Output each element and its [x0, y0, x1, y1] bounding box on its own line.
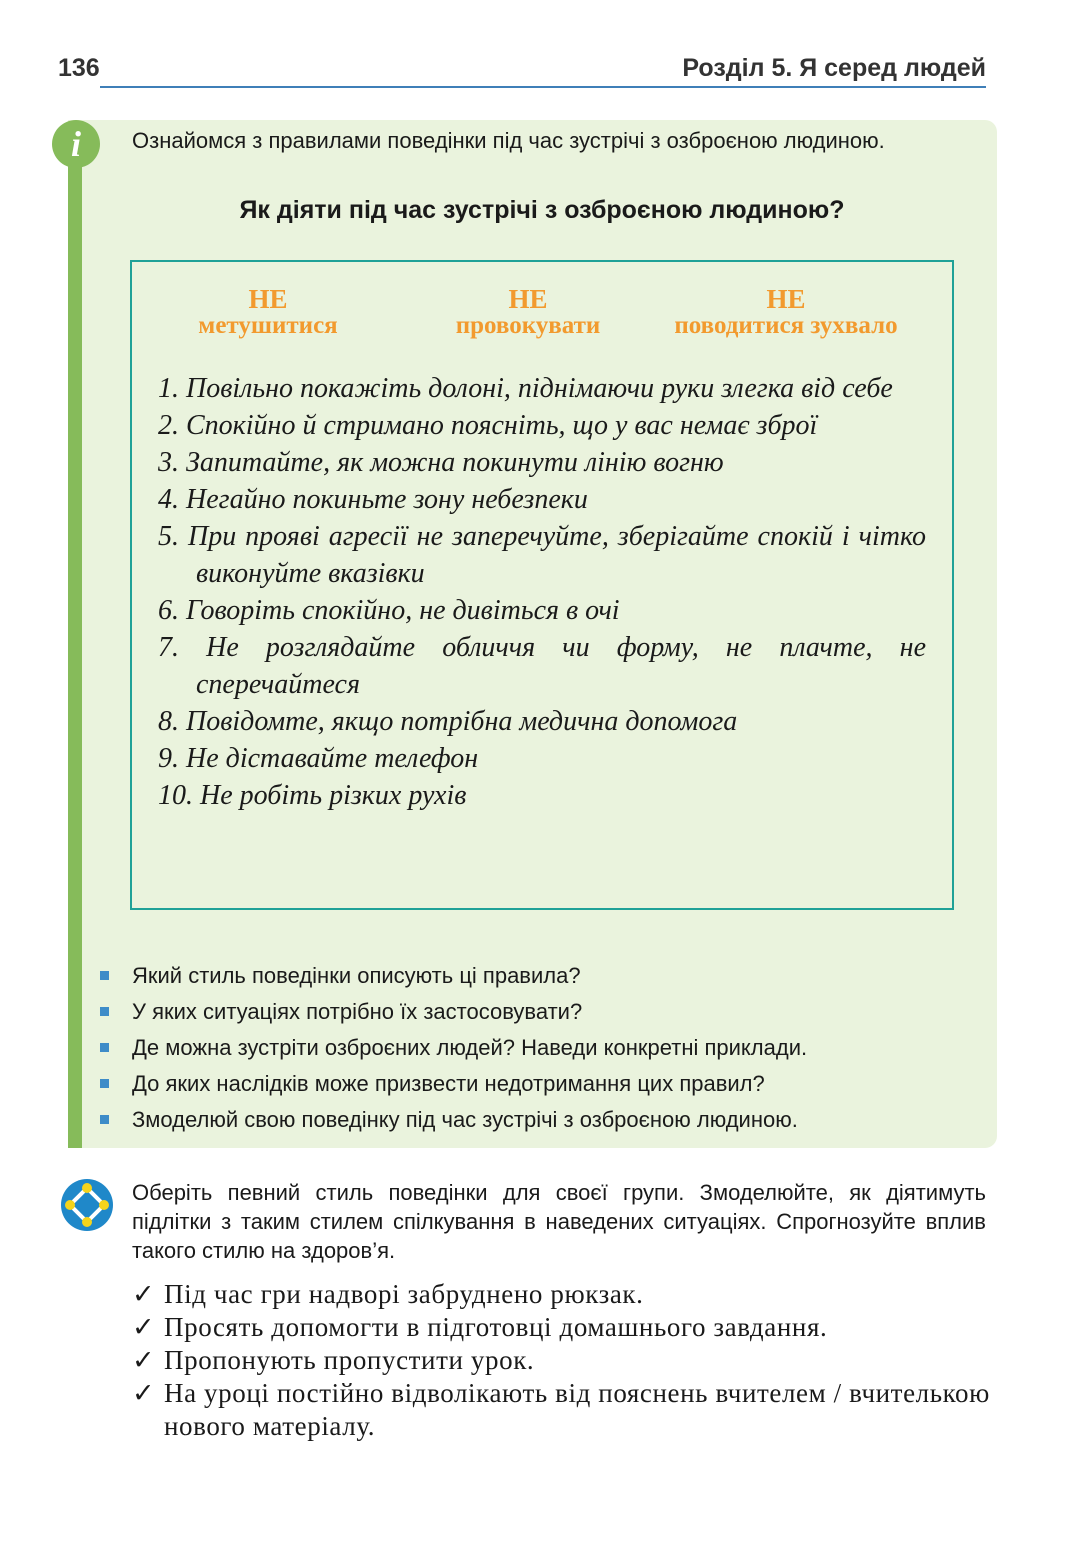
question-text: Де можна зустріти озброєних людей? Наведи конкретні приклади. [132, 1035, 808, 1060]
square-bullet-icon [100, 1079, 109, 1088]
header-rule [100, 86, 986, 88]
question-item [100, 994, 980, 1030]
situation-text: На уроці постійно відволікають від пояснень вчителем / вчителькою нового матеріалу. [164, 1378, 990, 1441]
rule-item: 6. Говоріть спокійно, не дивіться в очі [158, 595, 620, 626]
rules-heading: Як діяти під час зустрічі з озброєною людиною? [239, 196, 845, 224]
situation-item [132, 1278, 992, 1311]
principle-ne: НЕ [248, 284, 288, 314]
question-text: У яких ситуаціях потрібно їх застосовувати? [132, 999, 583, 1024]
group-task-text: Оберіть певний стиль поведінки для своєї групи. Змоделюйте, як діятимуть підлітки з таким стилем спілкування в наведених ситуаціях. Спрогнозуйте вплив такого стилю на здоров’я. [132, 1180, 986, 1263]
principle-no-provoke [408, 286, 648, 339]
check-icon: ✓ [132, 1345, 156, 1375]
square-bullet-icon [100, 1115, 109, 1124]
intro-text: Ознайомся з правилами поведінки під час зустрічі з озброєною людиною. [132, 128, 885, 153]
question-item [100, 958, 980, 994]
rule-item: 8. Повідомте, якщо потрібна медична допомога [158, 706, 738, 737]
question-text: Змоделюй свою поведінку під час зустрічі з озброєною людиною. [132, 1107, 798, 1132]
rule-item: 1. Повільно покажіть долоні, піднімаючи руки злегка від себе [158, 373, 893, 404]
rule-item: 10. Не робіть різких рухів [158, 780, 467, 811]
info-stripe [68, 140, 82, 1148]
questions-list [100, 958, 980, 1138]
square-bullet-icon [100, 1007, 109, 1016]
page-number: 136 [58, 54, 100, 82]
rule-item: 3. Запитайте, як можна покинути лінію вогню [158, 447, 724, 478]
rule-item: 4. Негайно покиньте зону небезпеки [158, 484, 588, 515]
square-bullet-icon [100, 971, 109, 980]
principle-text: метушитися [198, 312, 338, 339]
principle-ne: НЕ [766, 284, 806, 314]
principle-text: поводитися зухвало [674, 312, 898, 339]
situation-item [132, 1344, 992, 1377]
situation-text: Просять допомогти в підготовці домашнього завдання. [164, 1312, 828, 1342]
rules-list [158, 370, 926, 814]
question-item [100, 1066, 980, 1102]
check-icon: ✓ [132, 1312, 156, 1342]
rule-item: 5. При прояві агресії не заперечуйте, зберігайте спокій і чітко виконуйте вказівки [158, 521, 926, 589]
rule-item: 9. Не діставайте телефон [158, 743, 479, 774]
situations-list [132, 1278, 992, 1443]
situation-text: Під час гри надворі забруднено рюкзак. [164, 1279, 644, 1309]
rule-item: 7. Не розглядайте обличчя чи форму, не плачте, не сперечайтеся [158, 632, 926, 700]
rule-item: 2. Спокійно й стримано поясніть, що у вас немає зброї [158, 410, 818, 441]
situation-item [132, 1311, 992, 1344]
situation-text: Пропонують пропустити урок. [164, 1345, 535, 1375]
principle-no-fuss [148, 286, 388, 339]
chapter-title: Розділ 5. Я серед людей [682, 54, 986, 82]
check-icon: ✓ [132, 1279, 156, 1309]
principle-text: провокувати [455, 312, 601, 339]
group-work-icon [60, 1178, 114, 1232]
question-item [100, 1102, 980, 1138]
info-icon: i [52, 120, 100, 168]
question-text: До яких наслідків може призвести недотримання цих правил? [132, 1071, 765, 1096]
situation-item [132, 1377, 992, 1443]
principle-ne: НЕ [508, 284, 548, 314]
question-item [100, 1030, 980, 1066]
check-icon: ✓ [132, 1378, 156, 1408]
question-text: Який стиль поведінки описують ці правила? [132, 963, 581, 988]
square-bullet-icon [100, 1043, 109, 1052]
principle-no-insolence [666, 286, 906, 339]
